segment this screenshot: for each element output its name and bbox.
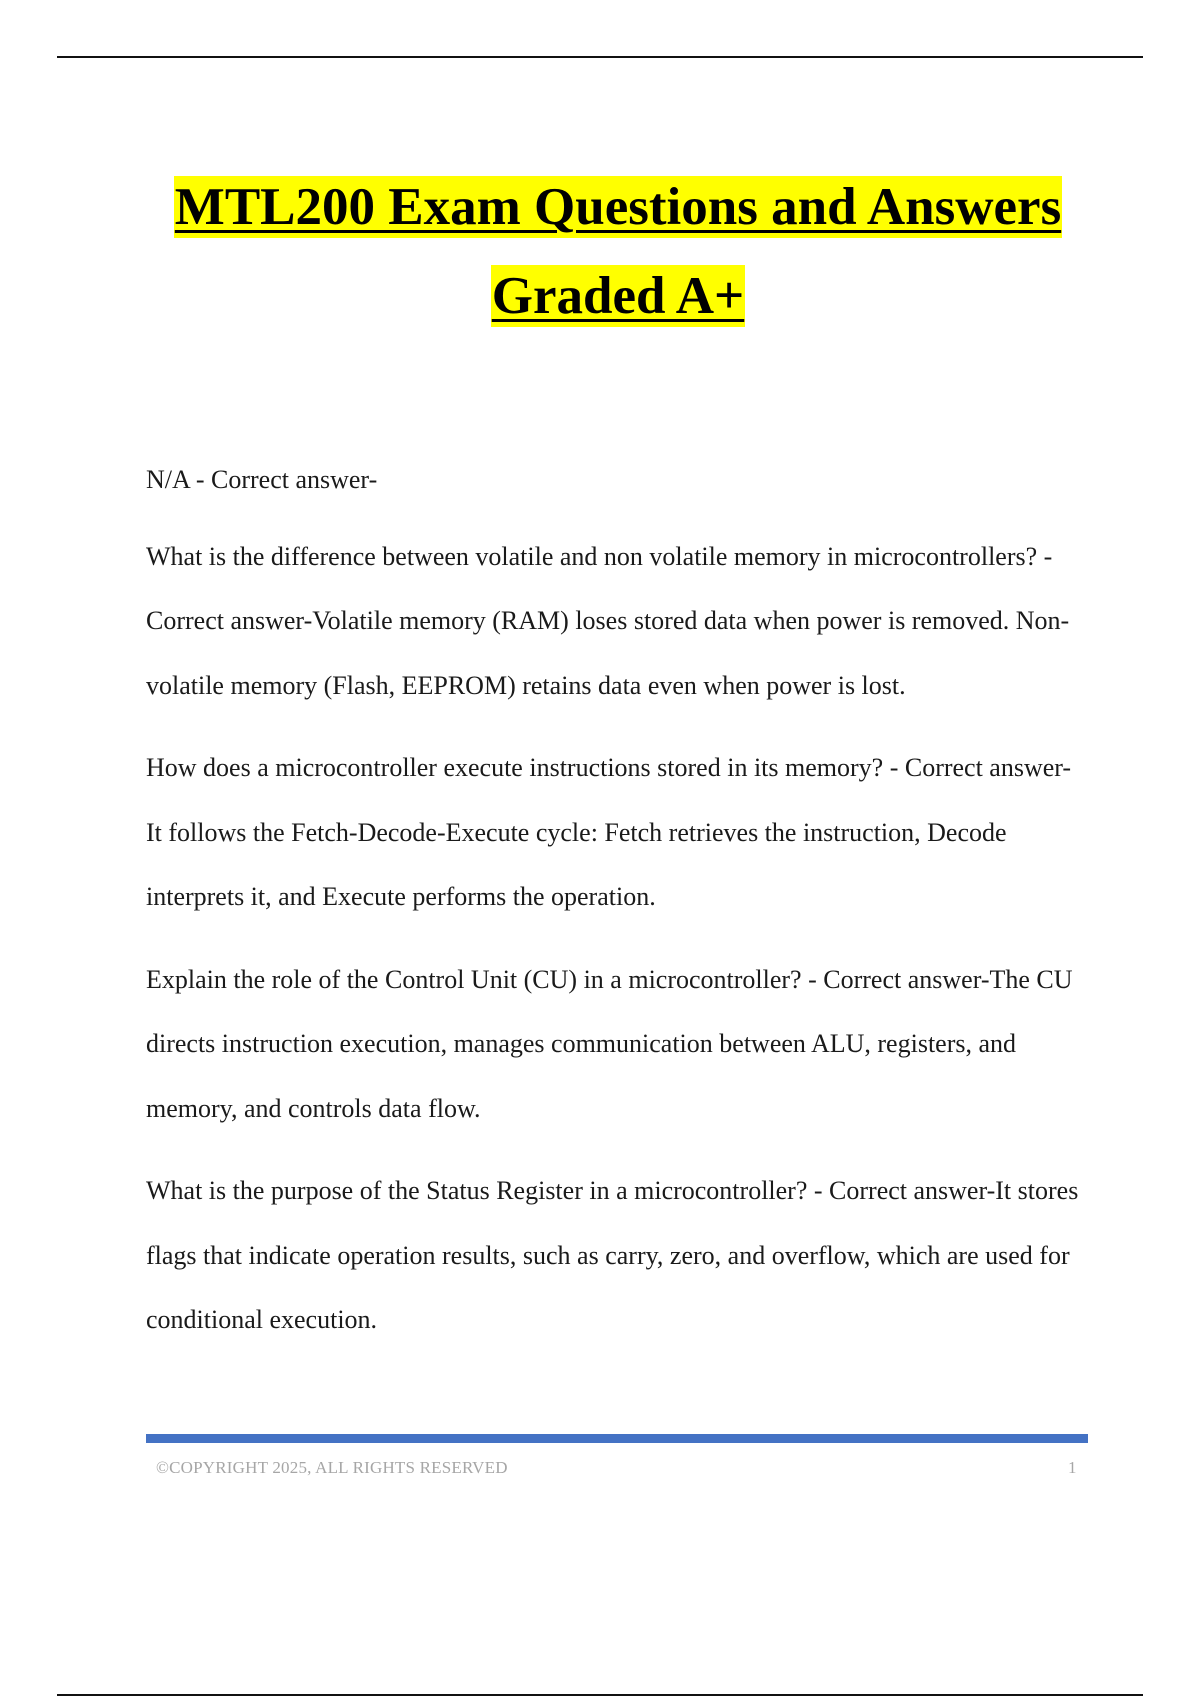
qa-entry: How does a microcontroller execute instructions stored in its memory? - Correct answer-It follows the Fetch-Decode-Execute cycle: Fetch retrieves the instruction, Decode interprets it, and Execute performs the operation.	[146, 753, 1072, 911]
title-line-1: MTL200 Exam Questions and Answers	[174, 178, 1062, 236]
document-title	[0, 176, 1200, 327]
footer-bar	[146, 1434, 1088, 1443]
qa-entry: N/A - Correct answer-	[146, 465, 378, 494]
bottom-divider	[57, 1694, 1143, 1696]
page-number: 1	[1068, 1458, 1077, 1477]
top-divider	[57, 56, 1143, 58]
footer-copyright: ©COPYRIGHT 2025, ALL RIGHTS RESERVED	[156, 1458, 508, 1477]
title-line-2: Graded A+	[491, 267, 745, 325]
qa-content	[146, 448, 1086, 1371]
qa-entry: What is the purpose of the Status Register in a microcontroller? - Correct answer-It stores flags that indicate operation results, such as carry, zero, and overflow, which are used for conditional execution.	[146, 1176, 1079, 1334]
qa-entry: Explain the role of the Control Unit (CU) in a microcontroller? - Correct answer-The CU directs instruction execution, manages communication between ALU, registers, and memory, and controls data flow.	[146, 964, 1073, 1123]
qa-entry: What is the difference between volatile and non volatile memory in microcontrollers? - Correct answer-Volatile memory (RAM) loses stored data when power is removed. Non-volatile memory (Flash, EEPROM) retains data even when power is lost.	[146, 541, 1070, 700]
